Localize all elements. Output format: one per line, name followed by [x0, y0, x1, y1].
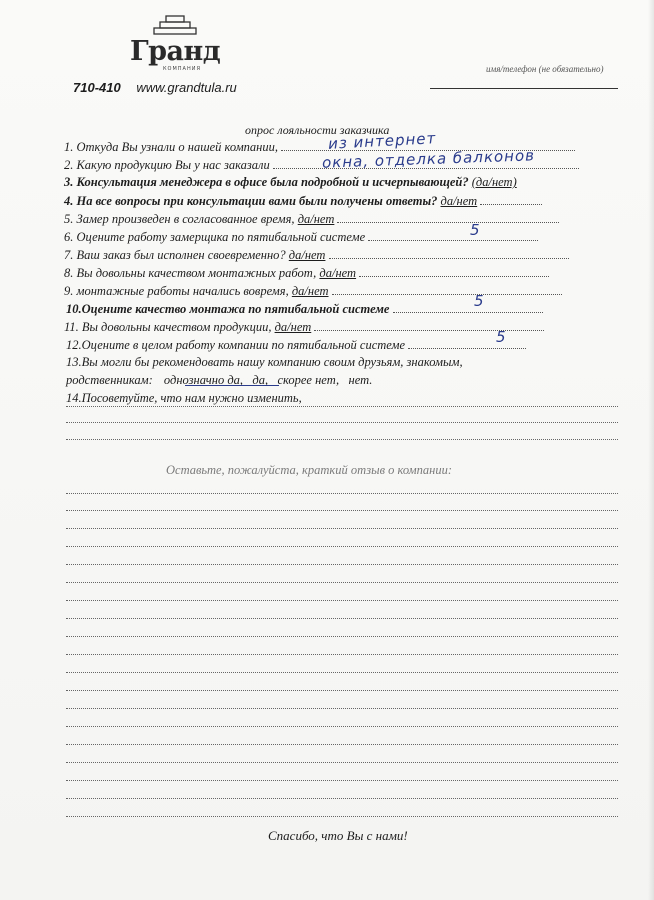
answer-13-underline: [185, 385, 279, 386]
feedback-line[interactable]: [66, 688, 618, 691]
feedback-line[interactable]: [66, 508, 618, 511]
question-11: 11. Вы довольны качеством продукции, да/нет: [64, 319, 630, 335]
answer-1-handwritten: из интернет: [327, 129, 437, 153]
question-4: 4. На все вопросы при консультации вами были получены ответы? да/нет: [64, 193, 630, 209]
feedback-title: Оставьте, пожалуйста, краткий отзыв о компании:: [166, 463, 453, 477]
feedback-line[interactable]: [66, 526, 618, 529]
answer-6-handwritten: 5: [470, 221, 481, 239]
website-link[interactable]: www.grandtula.ru: [136, 80, 237, 95]
feedback-line[interactable]: [66, 742, 618, 745]
feedback-line[interactable]: [66, 670, 618, 673]
answer-10-handwritten: 5: [474, 292, 485, 310]
feedback-line[interactable]: [66, 598, 618, 601]
scan-edge: [648, 0, 654, 900]
question-1: 1. Откуда Вы узнали о нашей компании,: [64, 139, 630, 155]
question-10: 10.Оцените качество монтажа по пятибальной системе: [66, 301, 632, 317]
question-13-options: родственникам: однозначно да, да, скорее нет, нет.: [66, 373, 373, 387]
question-13: 13.Вы могли бы рекомендовать нашу компанию своим друзьям, знакомым,: [66, 355, 463, 369]
contact-field-line[interactable]: [430, 88, 618, 89]
feedback-line[interactable]: [66, 580, 618, 583]
answer-2-handwritten: окна, отделка балконов: [321, 146, 536, 172]
feedback-line[interactable]: [66, 652, 618, 655]
question-8: 8. Вы довольны качеством монтажных работ, да/нет: [64, 265, 630, 281]
answer-12-handwritten: 5: [496, 328, 507, 346]
answer-line[interactable]: [66, 404, 618, 407]
contact-info: [73, 80, 237, 95]
question-12: 12.Оцените в целом работу компании по пятибальной системе: [66, 337, 632, 353]
logo-subtitle: КОМПАНИЯ: [163, 66, 201, 72]
feedback-line[interactable]: [66, 491, 618, 494]
feedback-line[interactable]: [66, 706, 618, 709]
recommend-options: однозначно да, да, скорее нет, нет.: [163, 373, 373, 387]
question-2: 2. Какую продукцию Вы у нас заказали: [64, 157, 630, 173]
feedback-line[interactable]: [66, 616, 618, 619]
question-6: 6. Оцените работу замерщика по пятибальной системе: [64, 229, 630, 245]
feedback-line[interactable]: [66, 760, 618, 763]
feedback-line[interactable]: [66, 634, 618, 637]
feedback-line[interactable]: [66, 796, 618, 799]
feedback-line[interactable]: [66, 562, 618, 565]
question-14: 14.Посоветуйте, что нам нужно изменить,: [66, 391, 302, 405]
feedback-line[interactable]: [66, 544, 618, 547]
logo-word: Гранд: [130, 36, 221, 67]
feedback-line[interactable]: [66, 724, 618, 727]
question-9: 9. монтажные работы начались вовремя, да/нет: [64, 283, 630, 299]
survey-title: опрос лояльности заказчика: [245, 123, 390, 137]
answer-line[interactable]: [66, 420, 618, 423]
feedback-line[interactable]: [66, 814, 618, 817]
answer-line[interactable]: [66, 437, 618, 440]
question-3: 3. Консультация менеджера в офисе была подробной и исчерпывающей? (да/нет): [64, 175, 517, 189]
question-7: 7. Ваш заказ был исполнен своевременно? да/нет: [64, 247, 630, 263]
feedback-line[interactable]: [66, 778, 618, 781]
contact-field-label: имя/телефон (не обязательно): [486, 64, 604, 74]
question-5: 5. Замер произведен в согласованное время, да/нет: [64, 211, 630, 227]
phone-number: 710-410: [73, 80, 121, 95]
thanks-message: Спасибо, что Вы с нами!: [268, 828, 408, 843]
